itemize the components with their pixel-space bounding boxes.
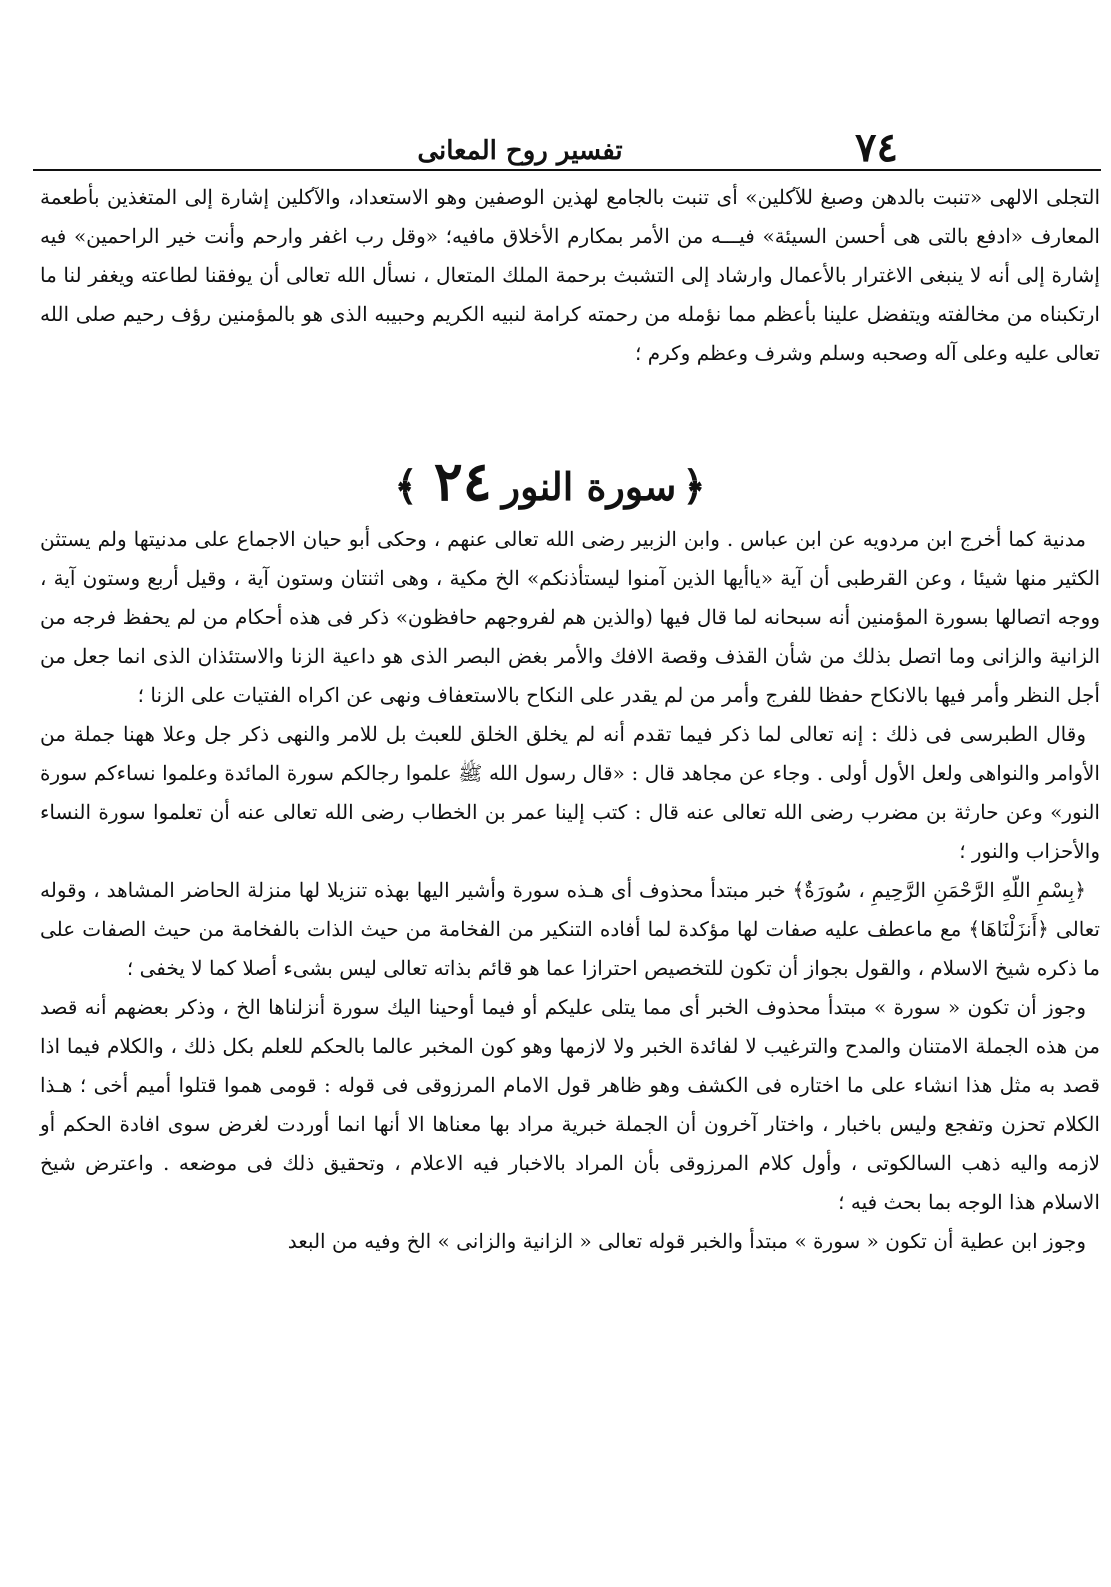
surah-title: سورة النور [501,464,677,509]
heading-bracket-open: ﴿ [682,463,706,510]
running-title: تفسير روح المعانى [417,136,623,166]
paragraph-basmala: ﴿بِسْمِ اللّهِ الرَّحْمَنِ الرَّحِيمِ ، سُورَةٌ﴾ خبر مبتدأ محذوف أى هـذه سورة وأشير اليها بهذه تنزيلا لها منزلة الحاضر المشاهد ، وقوله تعالى ﴿أَنزَلْنَاهَا﴾ مع ماعطف عليه صفات لها مؤكدة لما أفاده التنكير من الفخامة من حيث الذات بالفخامة من حيث الصفات على ما ذكره شيخ الاسلام ، والقول بجواز أن تكون للتخصيص احترازا عما هو قائم بذاته تعالى ليس بشىء أصلا كما لا يخفى ؛ [40,878,1100,980]
paragraph-grammar: وجوز أن تكون « سورة » مبتدأ محذوف الخبر أى مما يتلى عليكم أو فيما أوحينا اليك سورة أنزلناها الخ ، وذكر بعضهم أنه قصد من هذه الجملة الامتنان والمدح والترغيب لا لفائدة الخبر ولا لازمها وهو كون المخبر عالما بالحكم للعلم بكل ذلك ، والكلام فيما اذا قصد به مثل هذا انشاء على ما اختاره فى الكشف وهو ظاهر قول الامام المرزوقى فى قوله : قومى هموا قتلوا أميم أخى ؛ هـذا الكلام تحزن وتفجع وليس باخبار ، واختار آخرون أن الجملة خبرية مراد بها معناها الا أنها انما أوردت لغرض سوى افادة الحكم أو لازمه واليه ذهب السالكوتى ، وأول كلام المرزوقى بأن المراد بالاخبار فيه الاعلام ، وتحقيق ذلك فى موضعه . واعترض شيخ الاسلام هذا الوجه بما بحث فيه ؛ [40,995,1100,1214]
commentary-block [40,520,1100,1261]
continuation-paragraph: التجلى الالهى «تنبت بالدهن وصبغ للآكلين» أى تنبت بالجامع لهذين الوصفين وهو الاستعداد، والآكلين إشارة إلى المتغذين بأطعمة المعارف «ادفع بالتى هى أحسن السيئة» فيـــه من الأمر بمكارم الأخلاق مافيه؛ «وقل رب اغفر وارحم وأنت خير الراحمين» فيه إشارة إلى أنه لا ينبغى الاغترار بالأعمال وارشاد إلى التشبث برحمة الملك المتعال ، نسأل الله تعالى أن يوفقنا لطاعته ويغفر لنا ما ارتكبناه من مخالفته ويتفضل علينا بأعظم مما نؤمله من رحمته كرامة لنبيه الكريم وحبيبه الذى هو بالمؤمنين رؤف رحيم صلى الله تعالى عليه وعلى آله وصحبه وسلم وشرف وعظم وكرم ؛ [40,185,1100,365]
page-number: ٧٤ [855,124,898,171]
header-divider [33,169,1101,171]
heading-bracket-close: ﴾ [394,463,418,510]
paragraph-intro: مدنية كما أخرج ابن مردويه عن ابن عباس . وابن الزبير رضى الله تعالى عنهم ، وحكى أبو حيان الاجماع على مدنيتها ولم يستثن الكثير منها شيئا ، وعن القرطبى أن آية «ياأيها الذين آمنوا ليستأذنكم» الخ مكية ، وهى اثنتان وستون آية ، وقيل أربع وستون آية ، ووجه اتصالها بسورة المؤمنين أنه سبحانه لما قال فيها (والذين هم لفروجهم حافظون» ذكر فى هذه أحكام من لم يحفظ فرجه من الزانية والزانى وما اتصل بذلك من شأن القذف وقصة الافك والأمر بغض البصر الذى هو داعية الزنا والاستئذان الذى انما جعل من أجل النظر وأمر فيها بالانكاح حفظا للفرج وأمر من لم يقدر على النكاح بالاستعفاف ونهى عن اكراه الفتيات على الزنا ؛ [40,527,1101,707]
paragraph-tabarsi: وقال الطبرسى فى ذلك : إنه تعالى لما ذكر فيما تقدم أنه لم يخلق الخلق للعبث بل للامر والنهى ذكر جل وعلا ههنا جملة من الأوامر والنواهى ولعل الأول أولى . وجاء عن مجاهد قال : «قال رسول الله ﷺ علموا رجالكم سورة المائدة وعلموا نساءكم سورة النور» وعن حارثة بن مضرب رضى الله تعالى عنه قال : كتب إلينا عمر بن الخطاب رضى الله تعالى عنه أن تعلموا سورة النساء والأحزاب والنور ؛ [40,722,1100,863]
surah-heading [330,450,770,512]
paragraph-ibn-atiyya: وجوز ابن عطية أن تكون « سورة » مبتدأ والخبر قوله تعالى « الزانية والزانى » الخ وفيه من البعد [287,1229,1086,1253]
surah-number: ٢٤ [433,449,492,513]
continuation-block [40,178,1100,373]
